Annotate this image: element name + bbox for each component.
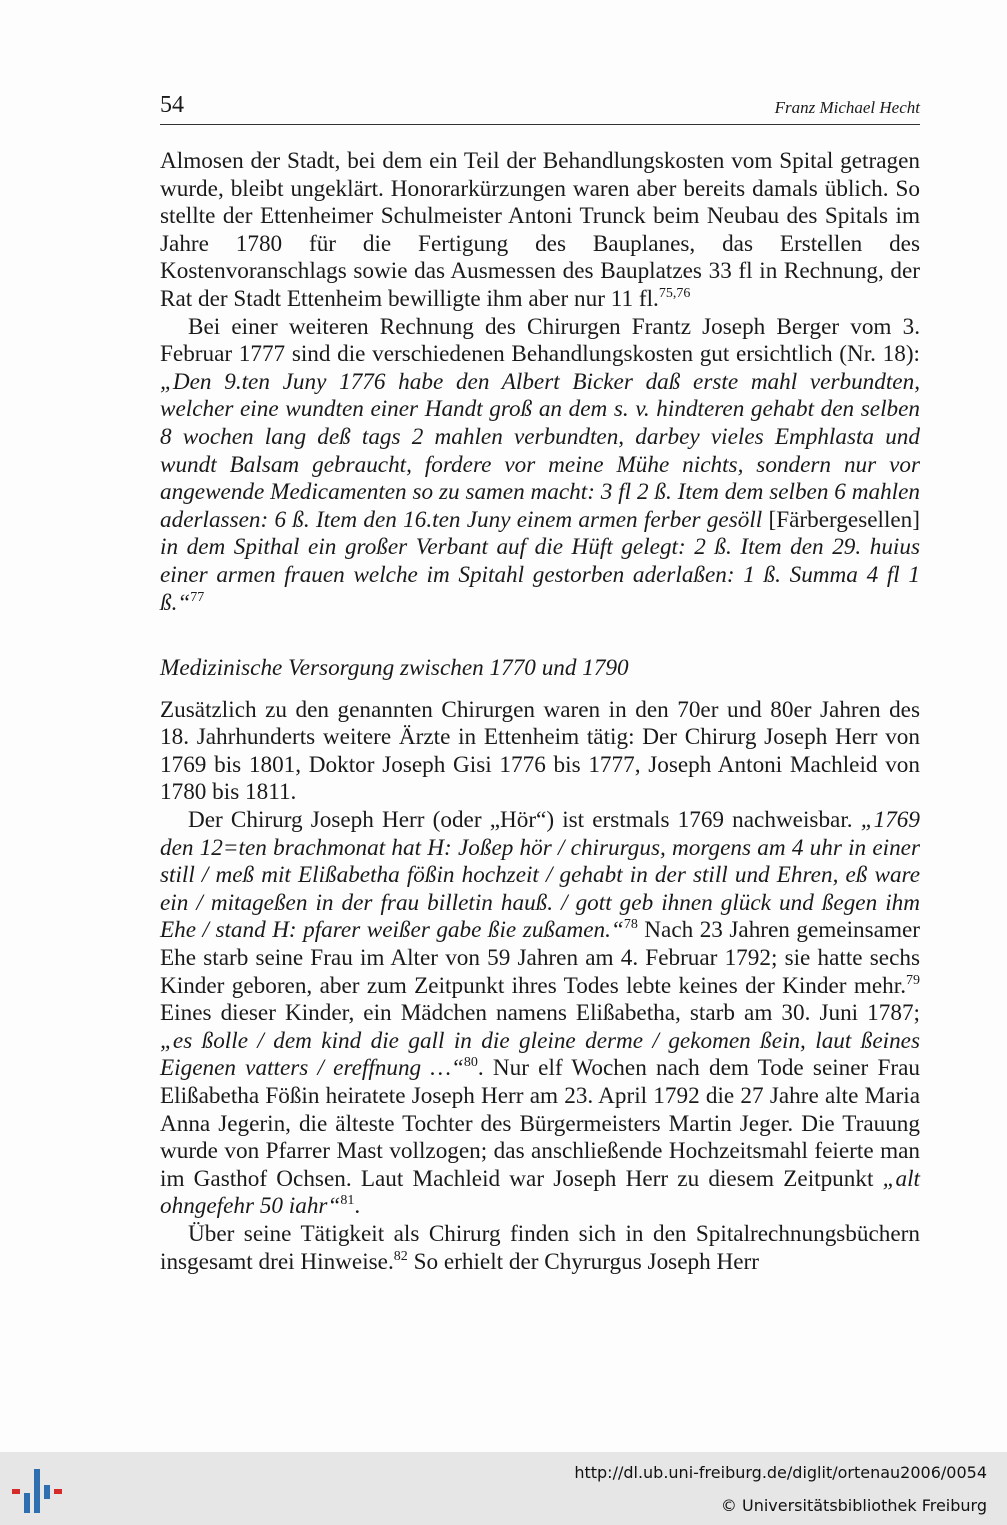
quote-church-record: „1769 den 12=ten brachmonat hat H: Joßep hör / chirurgus, morgens am 4 uhr in einer still / meß mit Elißabetha fößin hochzeit / gehabt in der still und Ehren, eß ware ein / mitageßen in der frau billetin hauß. / gott geb ihnen glück und ßegen ihm Ehe / stand H: pfarer weißer gabe ßie zußamen.“ [160, 807, 920, 944]
paragraph-1 [160, 148, 920, 314]
paragraph-4-text: Der Chirurg Joseph Herr (oder „Hör“) ist erstmals 1769 nachweisbar. [188, 807, 861, 834]
paragraph-5-text: Über seine Tätigkeit als Chirurg finden sich in den Spitalrechnungsbüchern insgesamt drei Hinweise. [160, 1220, 920, 1275]
quote-death-record: „es ßolle / dem kind die gall in die gleine derme / gekomen ßein, laut ßeines Eigenen vatters / ereffnung …“ [160, 1027, 920, 1082]
paragraph-2 [160, 314, 920, 618]
footnote-ref: 82 [393, 1248, 408, 1264]
paragraph-1-text: Almosen der Stadt, bei dem ein Teil der Behandlungskosten vom Spital getragen wurde, bleibt ungeklärt. Honorarkürzungen waren aber bereits damals üblich. So stellte der Ettenheimer Schulmeister Antoni Trunck beim Neubau des Spitals im Jahre 1780 für die Fertigung des Bauplanes, das Erstellen des Kostenvoranschlags sowie das Ausmessen des Bauplatzes 33 fl in Rechnung, der Rat der Stadt Ettenheim bewilligte ihm aber nur 11 fl. [160, 148, 920, 312]
permalink-url[interactable]: http://dl.ub.uni-freiburg.de/diglit/ortenau2006/0054 [574, 1463, 987, 1482]
footnote-ref: 78 [623, 917, 638, 933]
quote-berger-cont: in dem Spithal ein großer Verbant auf die Hüft gelegt: 2 ß. Item den 29. huius einer armen frauen welche im Spitahl gestorben aderlaßen: 1 ß. Summa 4 fl 1 ß.“ [160, 534, 920, 616]
copyright-notice: © Universitätsbibliothek Freiburg [720, 1496, 987, 1515]
page-header [160, 92, 920, 125]
quote-age: „alt ohngefehr 50 iahr“ [160, 1165, 920, 1220]
paragraph-4 [160, 807, 920, 1221]
section-heading: Medizinische Versorgung zwischen 1770 und 1790 [160, 655, 629, 682]
page-number: 54 [160, 92, 184, 118]
body-text [160, 148, 920, 1276]
paragraph-3: Zusätzlich zu den genannten Chirurgen waren in den 70er und 80er Jahren des 18. Jahrhunderts weitere Ärzte in Ettenheim tätig: Der Chirurg Joseph Herr von 1769 bis 1801, Doktor Joseph Gisi 1776 bis 1777, Joseph Antoni Machleid von 1780 bis 1811. [160, 696, 920, 806]
paragraph-4-text: Nach 23 Jahren gemeinsamer Ehe starb seine Frau im Alter von 59 Jahren am 4. Februar 1792; sie hatte sechs Kinder geboren, aber zum Zeitpunkt ihres Todes lebte keines der Kinder mehr. [160, 917, 921, 999]
footnote-ref: 80 [463, 1055, 478, 1071]
paragraph-4-text: Eines dieser Kinder, ein Mädchen namens Elißabetha, starb am 30. Juni 1787; [160, 1000, 920, 1027]
paragraph-4-text: . [354, 1193, 361, 1220]
quote-berger: „Den 9.ten Juny 1776 habe den Albert Bicker daß erste mahl verbundten, welcher eine wundten einer Handt groß an dem s. v. hindteren gehabt den selben 8 wochen lang deß tags 2 mahlen verbundten, darbey vieles Emphlasta und wundt Balsam gebraucht, fordere vor meine Mühe nichts, sondern nur vor angewende Medicamenten so zu samen macht: 3 fl 2 ß. Item dem selben 6 mahlen aderlassen: 6 ß. Item den 16.ten Juny einem armen ferber gesöll [160, 368, 920, 533]
paragraph-5-text: So erhielt der Chyrurgus Joseph Herr [407, 1248, 759, 1275]
running-head-author: Franz Michael Hecht [774, 98, 920, 117]
paragraph-4-text: . Nur elf Wochen nach dem Tode seiner Frau Elißabetha Fößin heiratete Joseph Herr am 23. April 1792 die 27 Jahre alte Maria Anna Jegerin, die älteste Tochter des Bürgermeisters Martin Jeger. Die Trauung wurde von Pfarrer Mast vollzogen; das anschließende Hochzeitsmahl feierte man im Gasthof Ochsen. Laut Machleid war Joseph Herr zu diesem Zeitpunkt [160, 1055, 920, 1192]
footnote-ref: 81 [340, 1193, 355, 1209]
paragraph-5 [160, 1221, 920, 1276]
footer-bar [0, 1452, 1007, 1525]
editorial-insertion: [Färbergesellen] [768, 506, 920, 533]
ub-freiburg-logo-icon[interactable] [12, 1465, 64, 1517]
paragraph-2-text: Bei einer weiteren Rechnung des Chirurgen Frantz Joseph Berger vom 3. Februar 1777 sind die verschiedenen Behandlungskosten gut ersichtlich (Nr. 18): [160, 313, 920, 368]
footnote-ref: 77 [190, 589, 205, 605]
footnote-ref: 75,76 [658, 285, 691, 301]
footnote-ref: 79 [906, 972, 920, 988]
